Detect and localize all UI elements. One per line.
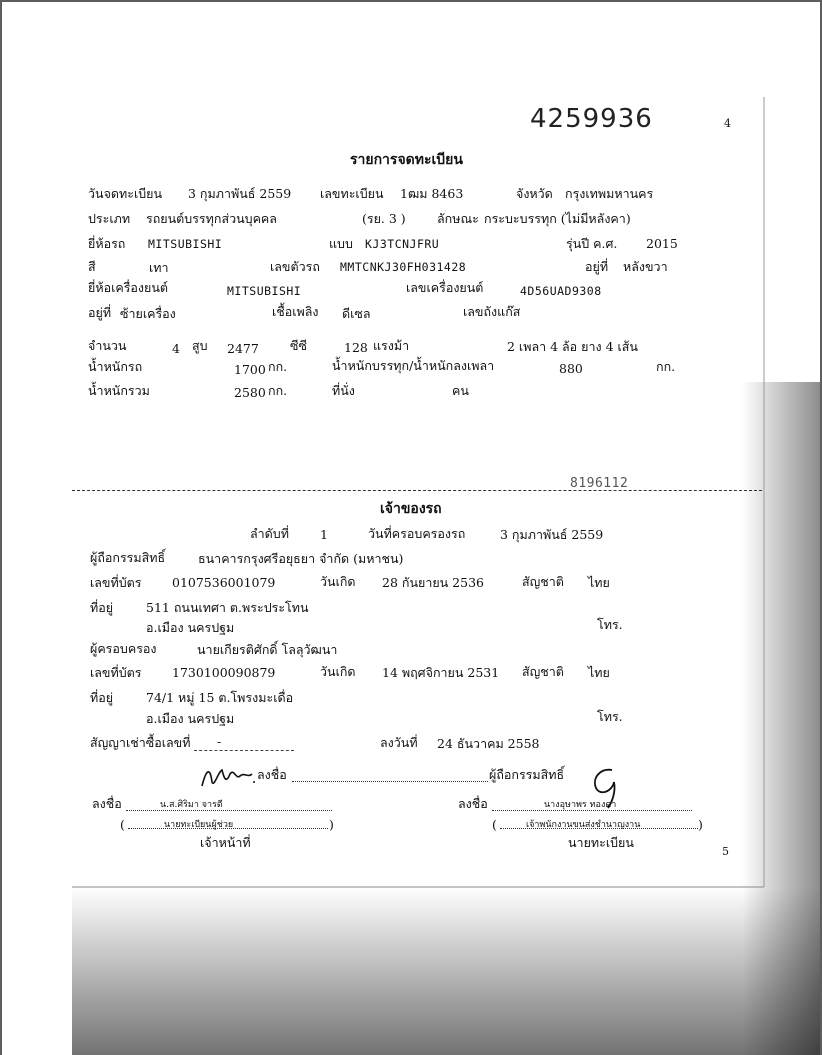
- total-weight-value: 2580: [234, 385, 266, 400]
- registrar-paren-open: (: [492, 817, 497, 832]
- registrar-title: นายทะเบียน: [568, 835, 634, 850]
- possessor-address-line2: อ.เมือง นครปฐม: [146, 711, 235, 726]
- page-number-bottom: 5: [722, 845, 729, 858]
- holder-id-value: 0107536001079: [172, 575, 276, 590]
- possessor-address-line1: 74/1 หมู่ 15 ต.โพรงมะเดื่อ: [146, 690, 294, 705]
- engine-brand-value: MITSUBISHI: [227, 284, 302, 298]
- possessor-birth-label: วันเกิด: [320, 664, 356, 679]
- cylinder-label: สูบ: [192, 338, 208, 353]
- total-weight-unit: กก.: [268, 383, 288, 398]
- engine-location-value: ซ้ายเครื่อง: [120, 306, 176, 321]
- holder-sign-role: ผู้ถือกรรมสิทธิ์: [489, 767, 565, 782]
- officer-paren-open: (: [120, 817, 125, 832]
- load-label: น้ำหนักบรรทุก/น้ำหนักลงเพลา: [332, 358, 495, 373]
- type-code: (รย. 3 ): [362, 211, 406, 226]
- holder-address-line2: อ.เมือง นครปฐม: [146, 620, 235, 635]
- style-label: ลักษณะ: [437, 211, 479, 226]
- vin-label: เลขตัวรถ: [270, 259, 320, 274]
- year-value: 2015: [646, 236, 678, 251]
- fuel-label: เชื้อเพลิง: [272, 304, 319, 319]
- officer-paren-close: ): [329, 817, 334, 832]
- holder-birth-label: วันเกิด: [320, 574, 356, 589]
- officer-title: เจ้าหน้าที่: [200, 835, 251, 850]
- holder-signature: [198, 762, 258, 792]
- contract-label: สัญญาเช่าซื้อเลขที่: [90, 735, 191, 750]
- officer-position: นายทะเบียนผู้ช่วย: [164, 820, 234, 830]
- possessor-id-value: 1730100090879: [172, 665, 276, 680]
- registrar-sign-line: [492, 810, 692, 811]
- hp-label: แรงม้า: [373, 338, 410, 353]
- holder-id-label: เลขที่บัตร: [90, 575, 142, 590]
- possessor-birth-value: 14 พฤศจิกายน 2531: [382, 665, 500, 680]
- plate-label: เลขทะเบียน: [320, 186, 384, 201]
- contract-value: -: [217, 734, 222, 749]
- holder-birth-value: 28 กันยายน 2536: [382, 575, 484, 590]
- type-value: รถยนต์บรรทุกส่วนบุคคล: [146, 211, 277, 226]
- separator-number: 8196112: [570, 476, 629, 491]
- hp-value: 128: [344, 340, 368, 355]
- holder-value: ธนาคารกรุงศรีอยุธยา จำกัด (มหาชน): [198, 551, 404, 566]
- color-label: สี: [88, 259, 96, 274]
- holder-nationality-value: ไทย: [588, 575, 610, 590]
- count-label: จำนวน: [88, 338, 127, 353]
- holder-label: ผู้ถือกรรมสิทธิ์: [90, 550, 166, 565]
- possessor-id-label: เลขที่บัตร: [90, 665, 142, 680]
- weight-label: น้ำหนักรถ: [88, 359, 143, 374]
- contract-smudge: [194, 750, 294, 751]
- weight-unit: กก.: [268, 359, 288, 374]
- order-label: ลำดับที่: [250, 526, 289, 541]
- brand-label: ยี่ห้อรถ: [88, 236, 126, 251]
- officer-name: น.ส.ศิริมา จารดี: [160, 800, 223, 810]
- possessor-label: ผู้ครอบครอง: [90, 641, 157, 656]
- reg-date-value: 3 กุมภาพันธ์ 2559: [188, 186, 292, 201]
- possessor-nationality-label: สัญชาติ: [522, 664, 564, 679]
- year-label: รุ่นปี ค.ศ.: [566, 236, 618, 251]
- registration-page: [2, 2, 820, 1055]
- weight-value: 1700: [234, 362, 266, 377]
- cc-label: ซีซี: [290, 338, 307, 353]
- brand-value: MITSUBISHI: [148, 237, 223, 251]
- possess-date-label: วันที่ครอบครองรถ: [368, 526, 466, 541]
- load-unit: กก.: [656, 359, 676, 374]
- officer-sign-label: ลงชื่อ: [92, 796, 122, 811]
- seat-label: ที่นั่ง: [332, 383, 355, 398]
- page-number-top: 4: [724, 117, 731, 130]
- province-value: กรุงเทพมหานคร: [565, 186, 654, 201]
- seat-unit: คน: [452, 383, 469, 398]
- section-separator: [72, 490, 762, 491]
- possessor-nationality-value: ไทย: [588, 665, 610, 680]
- possessor-tel-label: โทร.: [597, 709, 623, 724]
- load-value: 880: [559, 361, 583, 376]
- handwritten-number: 4259936: [530, 104, 653, 134]
- color-value: เทา: [149, 260, 169, 275]
- holder-nationality-label: สัญชาติ: [522, 574, 564, 589]
- possess-date-value: 3 กุมภาพันธ์ 2559: [500, 527, 604, 542]
- engine-location-label: อยู่ที่: [88, 305, 112, 320]
- reg-date-label: วันจดทะเบียน: [88, 186, 163, 201]
- fuel-value: ดีเซล: [342, 306, 371, 321]
- type-label: ประเภท: [88, 211, 131, 226]
- registrar-name: นางอุษาพร ทองดา: [544, 800, 617, 810]
- model-label: แบบ: [329, 236, 353, 251]
- axle-text: 2 เพลา 4 ล้อ ยาง 4 เส้น: [507, 339, 638, 354]
- holder-address-label: ที่อยู่: [90, 600, 114, 615]
- contract-date-label: ลงวันที่: [380, 735, 418, 750]
- total-weight-label: น้ำหนักรวม: [88, 383, 150, 398]
- province-label: จังหวัด: [516, 186, 553, 201]
- vin-location-label: อยู่ที่: [585, 259, 609, 274]
- owner-heading: เจ้าของรถ: [380, 501, 442, 517]
- style-value: กระบะบรรทุก (ไม่มีหลังคา): [484, 211, 631, 226]
- registrar-paren-close: ): [698, 817, 703, 832]
- cylinder-count: 4: [172, 341, 180, 356]
- contract-date-value: 24 ธันวาคม 2558: [437, 736, 540, 751]
- vin-location-value: หลังขวา: [623, 259, 668, 274]
- holder-tel-label: โทร.: [597, 617, 623, 632]
- order-value: 1: [320, 527, 328, 542]
- officer-sign-line: [126, 810, 332, 811]
- page-title: รายการจดทะเบียน: [350, 152, 463, 168]
- cc-value: 2477: [227, 341, 259, 356]
- gas-tank-label: เลขถังแก๊ส: [463, 304, 521, 319]
- registrar-position: เจ้าพนักงานขนส่งชำนาญงาน: [526, 820, 641, 830]
- possessor-address-label: ที่อยู่: [90, 690, 114, 705]
- registrar-sign-label: ลงชื่อ: [458, 796, 488, 811]
- engine-number-label: เลขเครื่องยนต์: [406, 280, 484, 295]
- model-value: KJ3TCNJFRU: [365, 237, 440, 251]
- engine-brand-label: ยี่ห้อเครื่องยนต์: [88, 280, 169, 295]
- possessor-value: นายเกียรติศักดิ์ โลลุวัฒนา: [197, 642, 338, 657]
- holder-sign-line: [292, 781, 488, 782]
- vin-value: MMTCNKJ30FH031428: [340, 260, 467, 274]
- holder-address-line1: 511 ถนนเทศา ต.พระประโทน: [146, 600, 309, 615]
- engine-number-value: 4D56UAD9308: [520, 284, 602, 298]
- plate-value: 1ฒม 8463: [400, 186, 464, 201]
- holder-sign-label: ลงชื่อ: [257, 767, 287, 782]
